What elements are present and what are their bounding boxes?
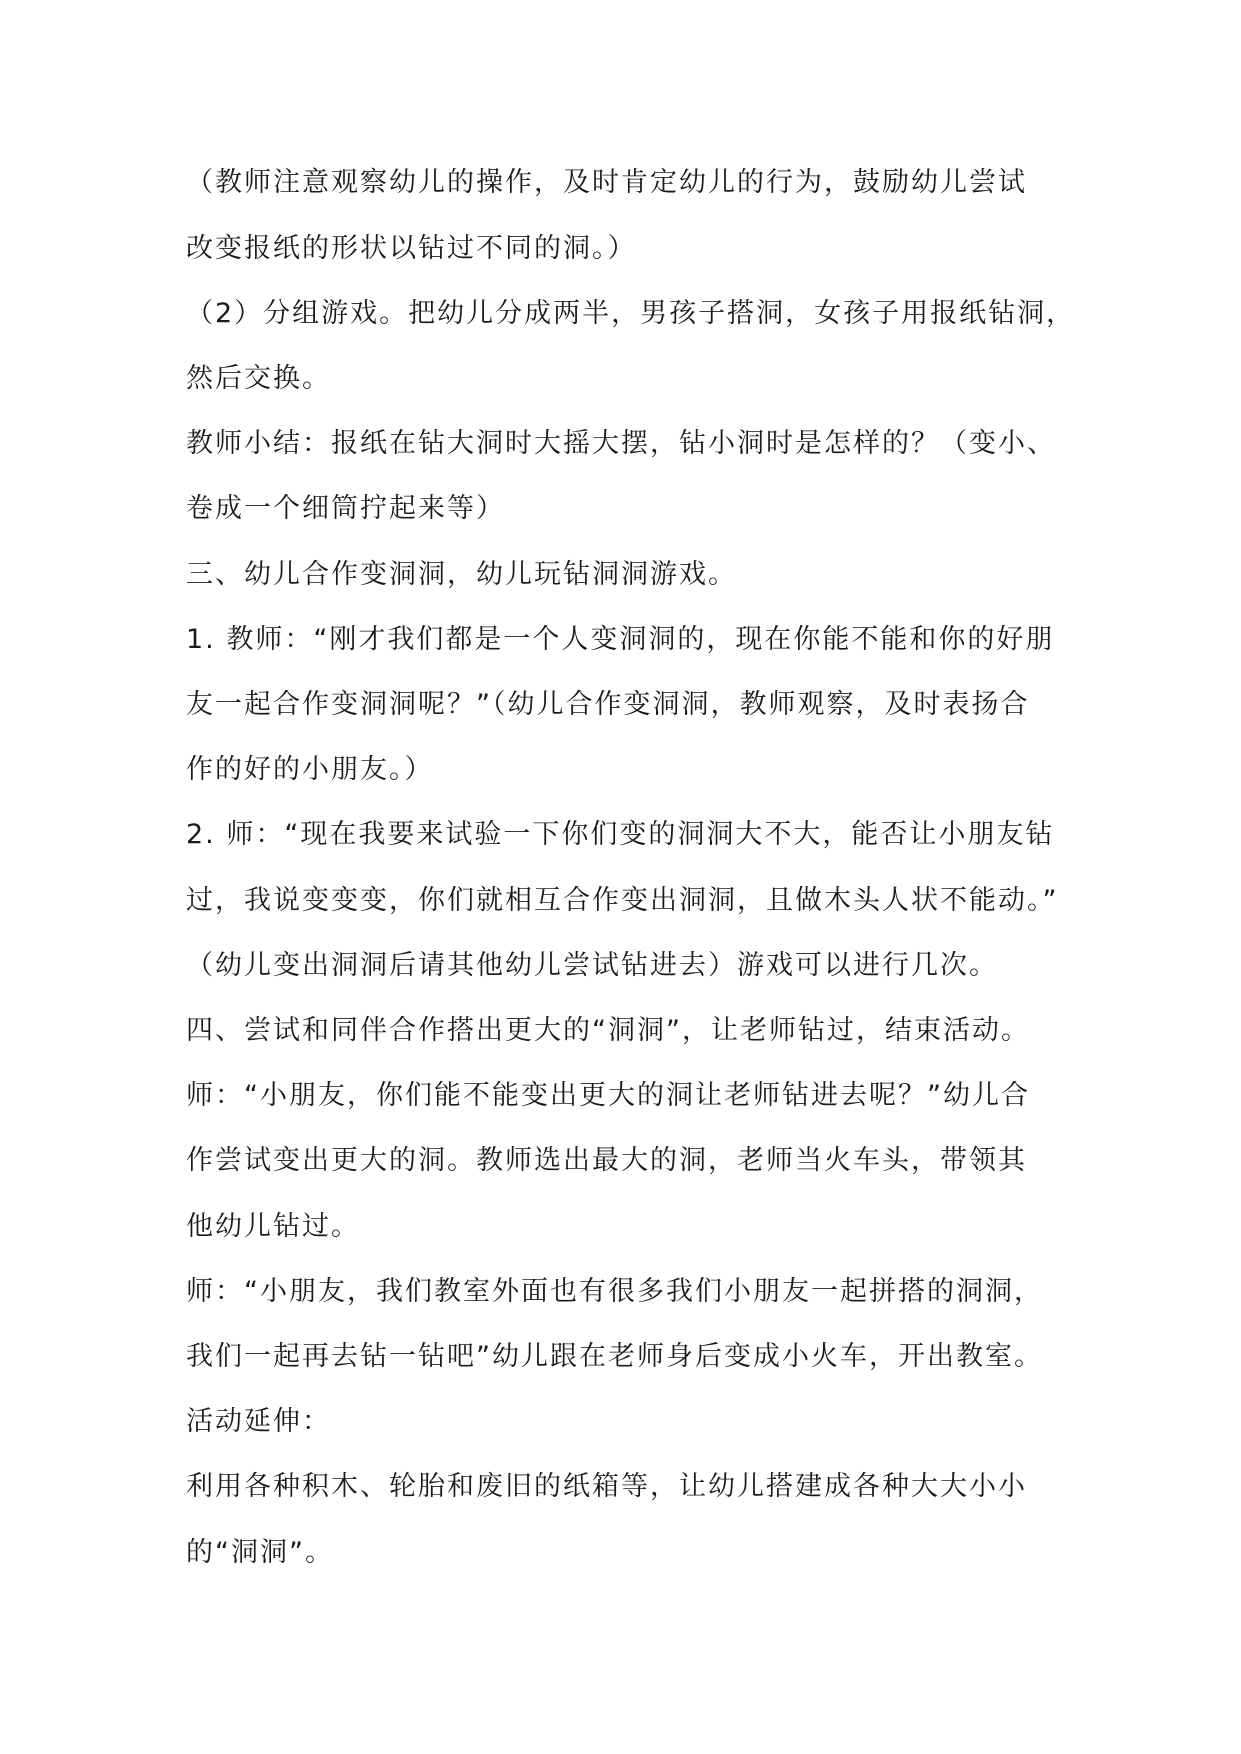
text-line: 师：“小朋友，我们教室外面也有很多我们小朋友一起拼搭的洞洞， [186, 1276, 1043, 1307]
text-line: （2）分组游戏。把幼儿分成两半，男孩子搭洞，女孩子用报纸钻洞， [186, 298, 1076, 329]
text-line: 我们一起再去钻一钻吧”幼儿跟在老师身后变成小火车，开出教室。 [186, 1341, 1043, 1372]
text-line: 卷成一个细筒拧起来等） [186, 493, 505, 524]
text-line: 作尝试变出更大的洞。教师选出最大的洞，老师当火车头，带领其 [186, 1145, 1027, 1176]
text-line: 利用各种积木、轮胎和废旧的纸箱等，让幼儿搭建成各种大大小小 [186, 1471, 1027, 1502]
text-line: 改变报纸的形状以钻过不同的洞。） [186, 233, 637, 264]
text-line: 他幼儿钻过。 [186, 1211, 360, 1242]
text-line: （幼儿变出洞洞后请其他幼儿尝试钻进去）游戏可以进行几次。 [186, 950, 998, 981]
text-line: 2. 师：“现在我要来试验一下你们变的洞洞大不大，能否让小朋友钻 [186, 819, 1055, 850]
text-line: 过，我说变变变，你们就相互合作变出洞洞，且做木头人状不能动。” [186, 885, 1059, 916]
section-heading: 活动延伸： [186, 1406, 331, 1437]
text-line: 的“洞洞”。 [186, 1537, 334, 1568]
text-line: 教师小结：报纸在钻大洞时大摇大摆，钻小洞时是怎样的？（变小、 [186, 428, 1056, 459]
text-line: 作的好的小朋友。） [186, 754, 434, 785]
text-line: 友一起合作变洞洞呢？”（幼儿合作变洞洞，教师观察，及时表扬合 [186, 689, 1030, 720]
section-heading: 四、尝试和同伴合作搭出更大的“洞洞”，让老师钻过，结束活动。 [186, 1015, 1030, 1046]
text-line: （教师注意观察幼儿的操作，及时肯定幼儿的行为，鼓励幼儿尝试 [186, 167, 1027, 198]
text-line: 1. 教师：“刚才我们都是一个人变洞洞的，现在你能不能和你的好朋 [186, 624, 1055, 655]
text-line: 然后交换。 [186, 363, 331, 394]
text-line: 师：“小朋友，你们能不能变出更大的洞让老师钻进去呢？”幼儿合 [186, 1080, 1030, 1111]
section-heading: 三、幼儿合作变洞洞，幼儿玩钻洞洞游戏。 [186, 559, 737, 590]
